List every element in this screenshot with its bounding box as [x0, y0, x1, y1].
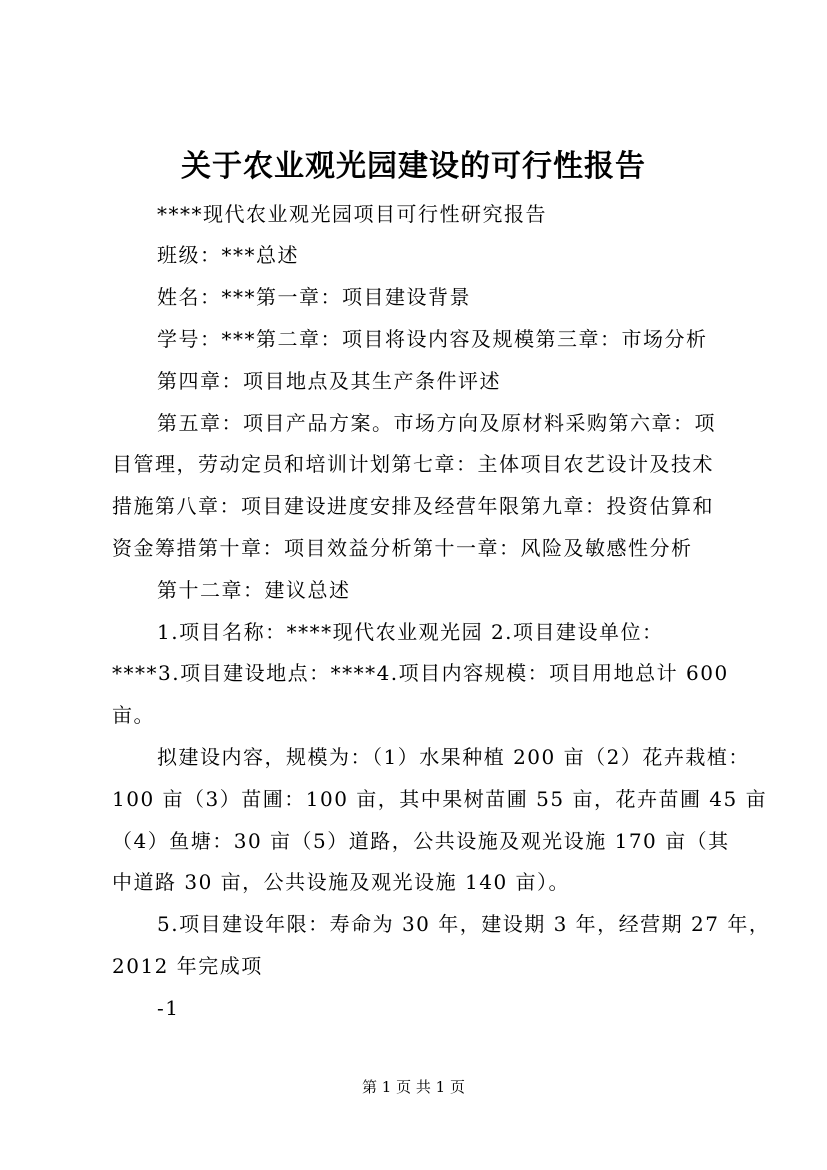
project-info-line-2: ****3.项目建设地点：****4.项目内容规模：项目用地总计 600: [112, 661, 729, 685]
construction-content-line-4: 中道路 30 亩，公共设施及观光设施 140 亩）。: [112, 870, 571, 894]
chapter-twelve-line: 第十二章：建议总述: [157, 578, 351, 602]
name-line: 姓名：***第一章：项目建设背景: [157, 285, 471, 309]
project-info-line-3: 亩。: [112, 703, 155, 727]
page-marker-text: -1: [157, 996, 180, 1020]
chapters-paragraph-line-3: 措施第八章：项目建设进度安排及经营年限第九章：投资估算和: [112, 494, 714, 518]
chapters-paragraph-line-2: 目管理，劳动定员和培训计划第七章：主体项目农艺设计及技术: [112, 452, 714, 476]
class-line: 班级：***总述: [157, 243, 299, 267]
construction-period-line-2: 2012 年完成项: [112, 954, 263, 978]
construction-content-line-2: 100 亩（3）苗圃：100 亩，其中果树苗圃 55 亩，花卉苗圃 45 亩: [112, 787, 768, 811]
project-info-line-1: 1.项目名称：****现代农业观光园 2.项目建设单位：: [157, 620, 664, 644]
construction-content-line-1: 拟建设内容，规模为：（1）水果种植 200 亩（2）花卉栽植：: [157, 745, 750, 769]
chapters-paragraph-line-1: 第五章：项目产品方案。市场方向及原材料采购第六章：项: [157, 411, 716, 435]
student-id-line: 学号：***第二章：项目将设内容及规模第三章：市场分析: [157, 327, 708, 351]
construction-content-line-3: （4）鱼塘：30 亩（5）道路，公共设施及观光设施 170 亩（其: [112, 829, 730, 853]
document-title: 关于农业观光园建设的可行性报告: [181, 149, 646, 184]
report-subtitle-line: ****现代农业观光园项目可行性研究报告: [157, 202, 547, 226]
chapters-paragraph-line-4: 资金筹措第十章：项目效益分析第十一章：风险及敏感性分析: [112, 536, 693, 560]
construction-period-line-1: 5.项目建设年限：寿命为 30 年，建设期 3 年，经营期 27 年，: [157, 912, 771, 936]
page-footer: 第 1 页 共 1 页: [362, 1078, 465, 1096]
chapter-four-line: 第四章：项目地点及其生产条件评述: [157, 369, 501, 393]
